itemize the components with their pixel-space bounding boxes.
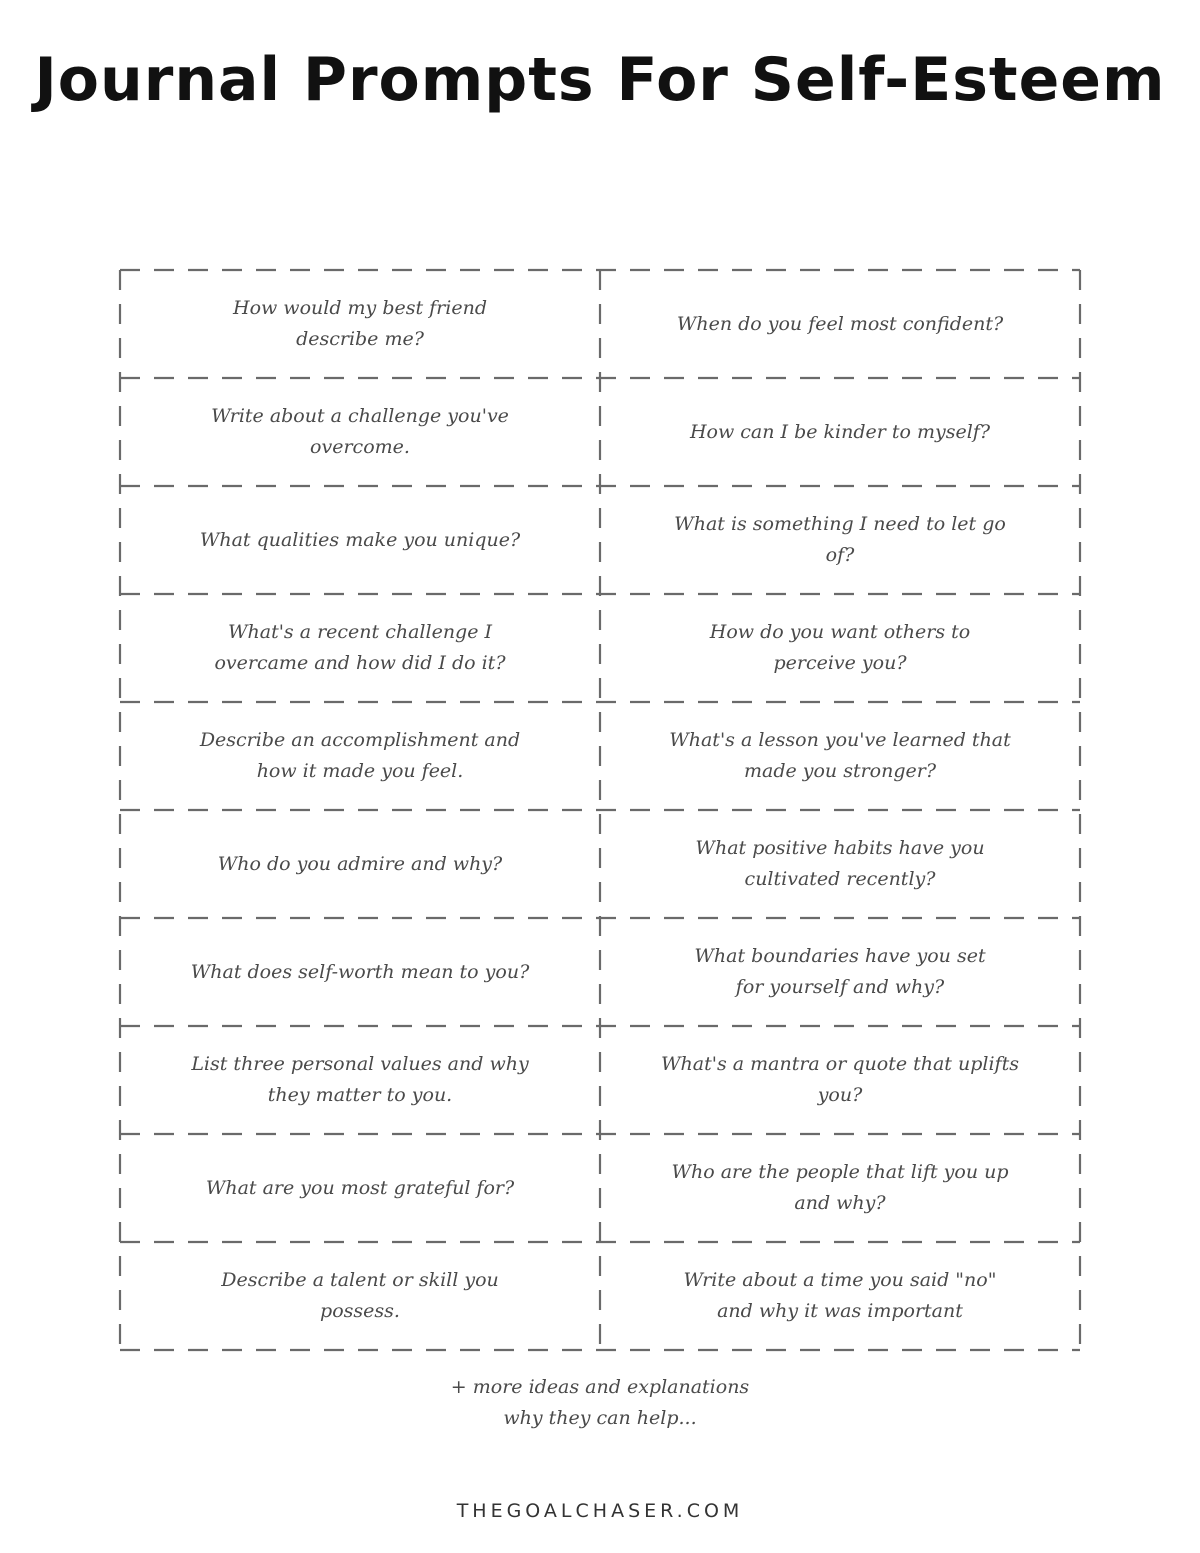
prompt-text: What are you most grateful for? [205, 1176, 515, 1199]
prompt-card [600, 1242, 1080, 1350]
prompt-text: Describe a talent or skill you possess. [221, 1269, 499, 1322]
prompt-card [120, 486, 600, 594]
prompt-text: Write about a time you said "no" and why it was important [683, 1269, 997, 1322]
prompt-text: What does self-worth mean to you? [190, 960, 530, 983]
prompt-card [120, 1134, 600, 1242]
prompt-card [600, 702, 1080, 810]
prompt-text: What is something I need to let go of? [674, 513, 1006, 566]
prompt-card [120, 594, 600, 702]
prompt-text: What boundaries have you set for yourself and why? [694, 945, 986, 998]
prompt-text: Write about a challenge you've overcome. [211, 405, 509, 458]
prompt-text: What qualities make you unique? [199, 528, 521, 551]
prompt-text: What positive habits have you cultivated recently? [695, 837, 985, 890]
prompt-text: What's a recent challenge I overcame and how did I do it? [214, 621, 506, 674]
prompt-text: When do you feel most confident? [676, 312, 1004, 335]
prompt-grid [120, 270, 1080, 1350]
prompt-text: Who are the people that lift you up and why? [671, 1161, 1009, 1214]
prompt-card [120, 810, 600, 918]
prompt-card [120, 1242, 600, 1350]
prompt-text: Describe an accomplishment and how it made you feel. [199, 729, 521, 782]
site-url: THEGOALCHASER.COM [456, 1500, 744, 1522]
prompt-card [120, 270, 600, 378]
prompt-card [120, 1026, 600, 1134]
prompt-card [120, 378, 600, 486]
prompt-text: How can I be kinder to myself? [689, 420, 991, 443]
prompt-text: How would my best friend describe me? [233, 297, 487, 350]
prompt-text: What's a lesson you've learned that made you stronger? [669, 729, 1011, 782]
prompt-card [600, 1134, 1080, 1242]
prompt-card [600, 378, 1080, 486]
prompt-card [600, 486, 1080, 594]
prompt-card [600, 1026, 1080, 1134]
prompt-card [120, 918, 600, 1026]
prompt-card [600, 918, 1080, 1026]
prompt-card [120, 702, 600, 810]
prompt-text: How do you want others to perceive you? [709, 621, 971, 674]
page-title: Journal Prompts For Self-Esteem [34, 45, 1166, 115]
prompt-card [600, 594, 1080, 702]
prompt-text: Who do you admire and why? [217, 852, 503, 875]
more-ideas-note: + more ideas and explanations why they can help... [450, 1376, 750, 1429]
prompt-card [600, 270, 1080, 378]
prompt-text: What's a mantra or quote that uplifts you? [661, 1053, 1019, 1106]
prompt-text: List three personal values and why they matter to you. [191, 1053, 529, 1106]
prompt-card [600, 810, 1080, 918]
